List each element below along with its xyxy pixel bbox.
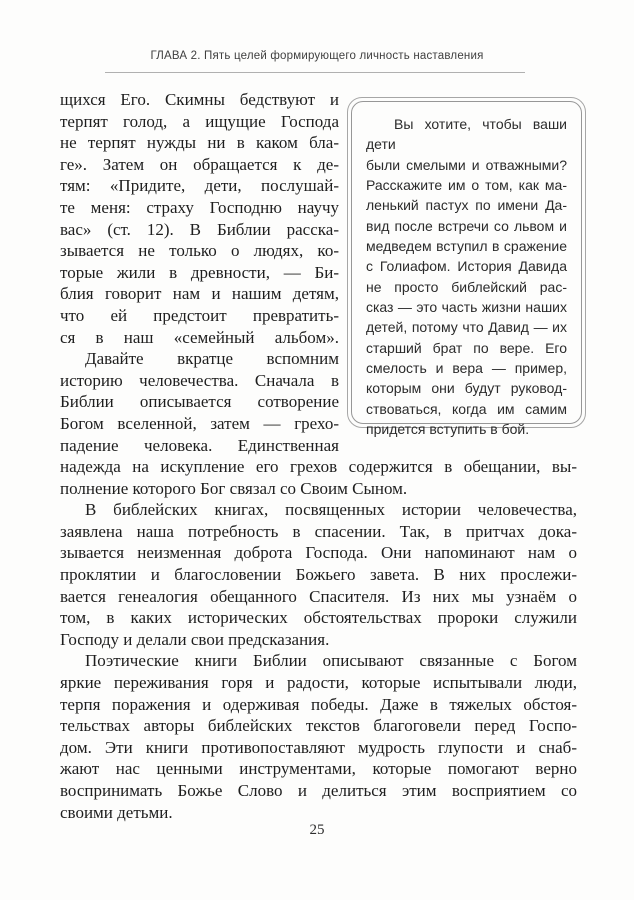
text-line: В библейских книгах, посвященных истории человечества, bbox=[85, 500, 577, 520]
text-line: зывается не только о людях, ко- bbox=[60, 241, 339, 261]
text-line: смелость и вера — пример, bbox=[366, 360, 567, 377]
text-line: яркие переживания горя и радости, которые испытывали люди, bbox=[60, 672, 577, 692]
page-number: 25 bbox=[309, 822, 325, 838]
text-line: воспринимать Божье Слово и делиться этим восприятием со bbox=[60, 780, 577, 800]
full-width-text-block bbox=[60, 456, 577, 823]
text-line: детей, потому что Давид — их bbox=[366, 319, 567, 336]
text-line: дом. Эти книги противопоставляют мудрость глупости и снаб- bbox=[60, 737, 577, 757]
text-line: зывается неизменная доброта Господа. Они напоминают нам о bbox=[60, 543, 577, 563]
text-line: блия говорит нам и нашим детям, bbox=[60, 284, 339, 304]
text-line: что ей предстоит превратить- bbox=[60, 305, 339, 325]
text-line: сказ — это часть жизни наших bbox=[366, 299, 567, 316]
text-line: надежда на искупление его грехов содержится в обещании, вы- bbox=[60, 457, 577, 476]
text-line: придется вступить в бой. bbox=[366, 421, 530, 438]
left-text-column bbox=[60, 89, 339, 456]
text-line: ся в наш «семейный альбом». bbox=[60, 327, 339, 347]
text-line: вается генеалогия обещанного Спасителя. Из них мы узнаём о bbox=[60, 586, 577, 606]
text-line: проклятии и благословении Божьего завета. В них прослежи- bbox=[60, 564, 577, 584]
text-line: медведем вступил в сражение bbox=[366, 238, 567, 255]
text-line: тям: «Придите, дети, послушай- bbox=[60, 176, 339, 196]
text-line: не просто библейский рас- bbox=[366, 278, 567, 295]
text-line: Поэтические книги Библии описывают связанные с Богом bbox=[85, 651, 577, 671]
text-line: падение человека. Единственная bbox=[60, 435, 339, 455]
text-line: были смелыми и отважными? bbox=[366, 156, 567, 173]
text-line: Давайте вкратце вспомним bbox=[85, 349, 339, 369]
text-line: ге». Затем он обращается к де- bbox=[60, 154, 339, 174]
running-header: ГЛАВА 2. Пять целей формирующего личность наставления bbox=[150, 50, 484, 62]
text-line: щихся Его. Скимны бедствуют и bbox=[60, 90, 339, 109]
text-line: те меня: страху Господню научу bbox=[60, 197, 339, 217]
text-line: Богом вселенной, затем — грехо- bbox=[60, 413, 339, 433]
text-line: Господу и делали свои предсказания. bbox=[60, 629, 330, 649]
callout-box-text bbox=[351, 101, 582, 438]
text-line: которым они будут руковод- bbox=[366, 380, 567, 397]
text-line: тельствах авторы библейских текстов благоговели перед Госпо- bbox=[60, 716, 577, 736]
text-line: своими детьми. bbox=[60, 802, 173, 822]
callout-box bbox=[347, 97, 586, 438]
header-divider-rule bbox=[105, 72, 525, 73]
text-line: терпя поражения и одерживая победы. Даже в тяжелых обстоя- bbox=[60, 694, 577, 714]
text-line: торые жили в древности, — Би- bbox=[60, 262, 339, 282]
text-line: историю человечества. Сначала в bbox=[60, 370, 339, 390]
text-line: ленький пастух по имени Да- bbox=[366, 197, 567, 214]
text-line: вас» (ст. 12). В Библии расска- bbox=[60, 219, 339, 239]
text-line: Библии описывается сотворение bbox=[60, 392, 339, 412]
text-line: Вы хотите, чтобы ваши дети bbox=[366, 116, 567, 153]
text-line: полнение которого Бог связал со Своим Сыном. bbox=[60, 478, 408, 498]
text-line: жают нас ценными инструментами, которые помогают верно bbox=[60, 759, 577, 779]
text-line: вид после встречи со львом и bbox=[366, 217, 567, 234]
text-line: терпят голод, а ищущие Господа bbox=[60, 111, 339, 131]
text-line: заявлена наша потребность в спасении. Так, в притчах дока- bbox=[60, 521, 577, 541]
text-line: том, в каких исторических обстоятельствах пророки служили bbox=[60, 608, 577, 628]
text-line: с Голиафом. История Давида bbox=[366, 258, 567, 275]
text-line: не терпят нужды ни в каком бла- bbox=[60, 133, 339, 153]
text-line: Расскажите им о том, как ма- bbox=[366, 177, 567, 194]
text-line: старший брат по вере. Его bbox=[366, 339, 567, 356]
text-line: ствоваться, когда им самим bbox=[366, 400, 567, 417]
